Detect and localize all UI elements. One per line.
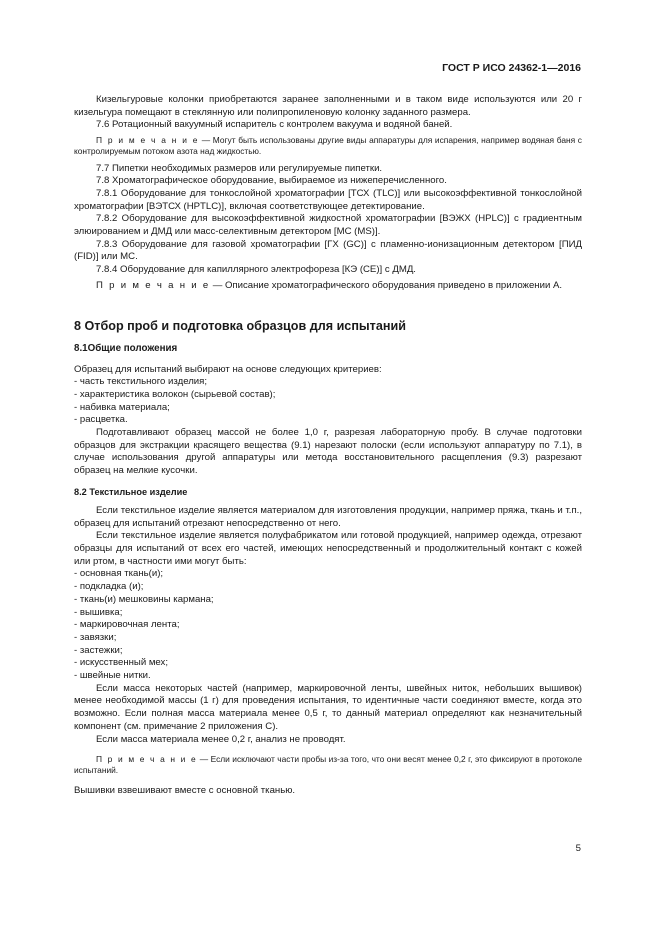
paragraph: 7.8.3 Оборудование для газовой хроматографии [ГХ (GC)] с пламенно-ионизационным детектором [ПИД (FID)] или МС. — [74, 238, 582, 263]
list-item: - вышивка; — [74, 606, 123, 618]
paragraph: Образец для испытаний выбирают на основе следующих критериев: — [74, 363, 382, 375]
note-label: П р и м е ч а н и е — [96, 754, 198, 765]
section-heading: 8 Отбор проб и подготовка образцов для испытаний — [74, 318, 406, 333]
note-label: П р и м е ч а н и е — [96, 279, 211, 291]
list-item: - расцветка. — [74, 414, 128, 426]
document-header: ГОСТ Р ИСО 24362-1—2016 — [442, 62, 581, 74]
note-label: П р и м е ч а н и е — [96, 135, 200, 146]
paragraph: 7.8.4 Оборудование для капиллярного электрофореза [КЭ (CE)] с ДМД. — [96, 264, 416, 276]
page-content — [74, 94, 582, 797]
note-text: — Описание хроматографического оборудования приведено в приложении А. — [210, 279, 563, 291]
note-text: — Если исключают части пробы из-за того, что они весят менее 0,2 г, это фиксируют в протоколе испытаний. — [74, 754, 582, 776]
paragraph: Подготавливают образец массой не более 1,0 г, разрезая лабораторную пробу. В случае подготовки образцов для экстракции красящего вещества (9.1) нарезают полоски (если используют аппаратуру по 7.1), в случае использования другой аппаратуры или метода восстановительного расщепления (9.3) разрезают образец на мелкие кусочки. — [74, 427, 582, 477]
paragraph: Если масса материала менее 0,2 г, анализ не проводят. — [96, 733, 346, 745]
list-item: - маркировочная лента; — [74, 619, 180, 631]
page-number: 5 — [575, 843, 581, 854]
note — [74, 754, 582, 776]
note — [74, 280, 582, 293]
list-item: - набивка материала; — [74, 401, 170, 413]
list-item: - часть текстильного изделия; — [74, 376, 208, 388]
paragraph: 7.8 Хроматографическое оборудование, выбираемое из нижеперечисленного. — [96, 175, 447, 187]
paragraph: Вышивки взвешивают вместе с основной тканью. — [74, 784, 296, 796]
paragraph: 7.8.1 Оборудование для тонкослойной хроматографии [ТСХ (TLC)] или высокоэффективной тонкослойной хроматографии [ВЭТСХ (HPTLC)], включая соответствующее детектирование. — [74, 187, 582, 212]
paragraph: 7.8.2 Оборудование для высокоэффективной жидкостной хроматографии [ВЭЖХ (HPLC)] с градиентным элюированием и ДМД или масс-селективным детектором [МС (MS)]. — [74, 213, 582, 238]
list-item: - подкладка (и); — [74, 581, 144, 593]
paragraph: 7.7 Пипетки необходимых размеров или регулируемые пипетки. — [96, 162, 383, 174]
list-item: - характеристика волокон (сырьевой состав); — [74, 388, 276, 400]
note-text: — Могут быть использованы другие виды аппаратуры для испарения, например водяная баня с контролируемым потоком азота над жидкостью. — [74, 135, 582, 157]
note — [74, 135, 582, 157]
list-item: - ткань(и) мешковины кармана; — [74, 593, 214, 605]
list-item: - основная ткань(и); — [74, 568, 164, 580]
paragraph: Если масса некоторых частей (например, маркировочной ленты, швейных ниток, небольших вышивок) менее необходимой массы (1 г) для проведения испытания, то идентичные части соединяют вместе, когда это возможно. Если полная масса материала менее 0,5 г, то данный материал определяют как незначительный компонент (см. примечание 2 приложения С). — [74, 682, 582, 732]
list-item: - искусственный мех; — [74, 657, 169, 669]
paragraph: Если текстильное изделие является полуфабрикатом или готовой продукцией, например одежда, отрезают образцы для испытаний от всех его частей, имеющих непосредственный и продолжительный контакт с кожей или ртом, в частности ими могут быть: — [74, 530, 582, 567]
paragraph: 7.6 Ротационный вакуумный испаритель с контролем вакуума и водяной баней. — [96, 119, 453, 131]
list-item: - швейные нитки. — [74, 670, 151, 682]
list-item: - застежки; — [74, 644, 123, 656]
paragraph: Если текстильное изделие является материалом для изготовления продукции, например пряжа, ткань и т.п., образец для испытаний отрезают непосредственно от него. — [74, 504, 582, 529]
subsection-heading: 8.1Общие положения — [74, 342, 178, 354]
subsection-heading: 8.2 Текстильное изделие — [74, 486, 188, 497]
paragraph: Кизельгуровые колонки приобретаются заранее заполненными и в таком виде используются или 20 г кизельгура помещают в стеклянную или полипропиленовую колонку заданного размера. — [74, 94, 582, 118]
list-item: - завязки; — [74, 631, 117, 643]
